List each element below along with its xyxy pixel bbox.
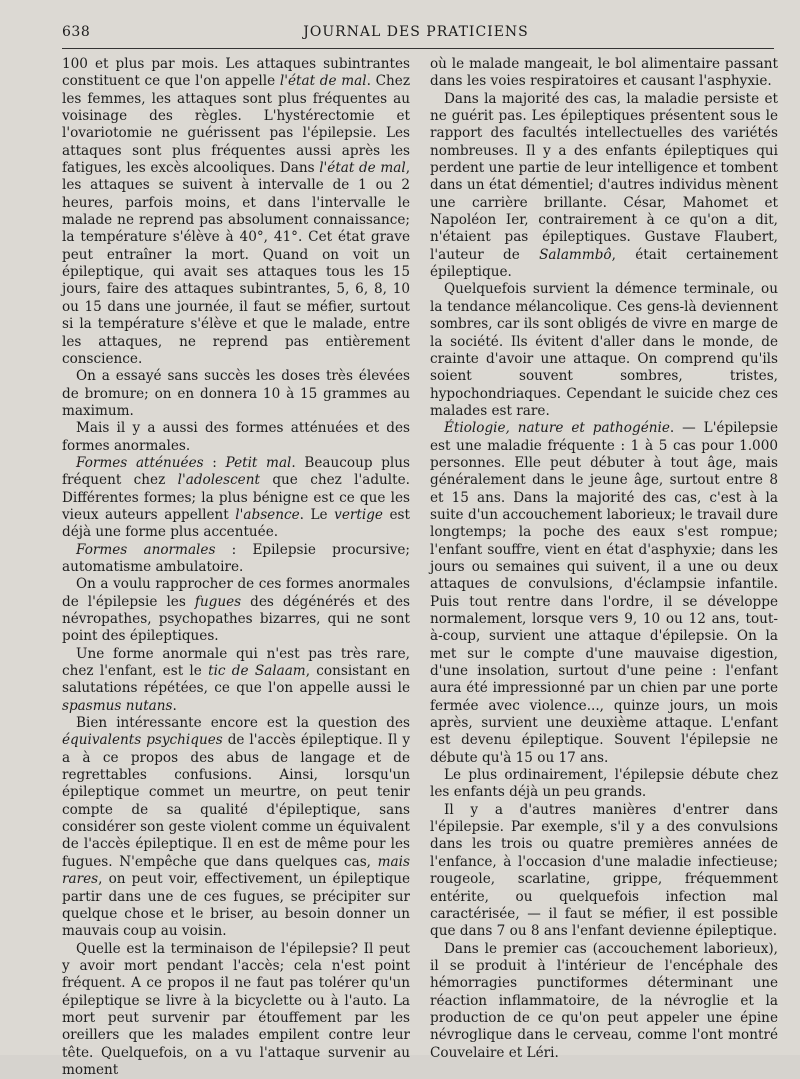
page-header bbox=[62, 18, 770, 44]
text-run: Dans la majorité des cas, la maladie persiste et ne guérit pas. Les épileptiques présentent sous le rapport des facultés intellectuelles des variétés nombreuses. Il y a des enfants épileptiques qui perdent une partie de leur intelligence et tombent dans un état démentiel; d'autres individus mènent une carrière brillante. César, Mahomet et Napoléon Ier, contrairement à ce qu'on a dit, n'étaient pas épileptiques. Gustave Flaubert, l'auteur de bbox=[430, 90, 778, 263]
header-rule bbox=[62, 48, 774, 49]
italic-text: Formes atténuées bbox=[76, 454, 204, 471]
text-run: Dans le premier cas (accouchement laborieux), il se produit à l'intérieur de l'encéphale des hémorragies punctiformes déterminant une réaction inflammatoire, de la névroglie et la production de ce qu'on peut appeler une épine névroglique dans le cerveau, comme l'ont montré Couvelaire et Léri. bbox=[430, 940, 778, 1061]
paragraph bbox=[62, 941, 410, 1079]
text-run: : Epilepsie procursive; automatisme ambulatoire. bbox=[62, 541, 410, 575]
paragraph bbox=[430, 420, 778, 767]
text-run: . Beaucoup plus fréquent chez bbox=[62, 454, 410, 489]
text-run: Quelle est la terminaison de l'épilepsie? Il peut y avoir mort pendant l'accès; cela n'est point fréquent. A ce propos il ne faut pas tolérer qu'un épileptique se livre à la bicyclette ou à l'auto. La mort peut survenir par étouffement par les oreillers que les malades empilent contre leur tête. Quelquefois, on a vu l'attaque survenir au moment bbox=[62, 940, 410, 1078]
italic-text: Petit mal bbox=[225, 454, 292, 471]
paragraph bbox=[62, 455, 410, 542]
right-column bbox=[430, 56, 778, 1061]
text-run: Bien intéressante encore est la question des bbox=[76, 715, 410, 732]
text-run: Mais il y a aussi des formes atténuées et des formes anormales. bbox=[62, 420, 410, 454]
left-column bbox=[62, 56, 411, 1078]
paragraph bbox=[430, 281, 778, 420]
italic-text: fugues bbox=[194, 593, 242, 610]
italic-text: Étiologie, nature et pathogénie bbox=[444, 420, 670, 437]
paragraph bbox=[430, 802, 778, 941]
italic-text: l'absence bbox=[235, 506, 300, 523]
italic-text: tic de Salaam bbox=[208, 663, 306, 680]
italic-text: mais rares bbox=[62, 853, 410, 888]
text-columns bbox=[62, 56, 778, 1078]
text-run: de l'accès épileptique. Il y a à ce propos des abus de langage et de regrettables confusions. Ainsi, lorsqu'un épileptique commet un meurtre, on peut tenir compte de sa qualité d'épileptique, sans considérer son geste violent comme un équivalent de l'accès épileptique. Il en est de même pour les fugues. N'empêche que dans quelques cas, bbox=[62, 732, 410, 870]
paragraph bbox=[62, 368, 410, 420]
italic-text: vertige bbox=[334, 506, 383, 523]
text-run: : bbox=[203, 454, 226, 471]
text-run: On a voulu rapprocher de ces formes anormales de l'épilepsie les bbox=[62, 576, 410, 610]
italic-text: Formes anormales bbox=[76, 541, 216, 558]
text-run: des dégénérés et des névropathes, psychopathes bizarres, qui ne sont point des épileptiques. bbox=[62, 593, 410, 645]
text-run: , consistant en salutations répétées, ce que l'on appelle aussi le bbox=[62, 663, 411, 697]
text-run: Une forme anormale qui n'est pas très rare, chez l'enfant, est le bbox=[62, 645, 410, 680]
italic-text: l'état de mal bbox=[319, 160, 406, 177]
paragraph bbox=[430, 91, 778, 282]
text-run: On a essayé sans succès les doses très élevées de bromure; on en donnera 10 à 15 grammes au maximum. bbox=[62, 368, 410, 419]
italic-text: l'état de mal bbox=[279, 73, 367, 90]
page-number: 638 bbox=[62, 24, 91, 40]
paragraph bbox=[62, 715, 410, 940]
text-run: est déjà une forme plus accentuée. bbox=[62, 506, 410, 541]
text-run: . — L'épilepsie est une maladie fréquente : 1 à 5 cas pour 1.000 personnes. Elle peut débuter à tout âge, mais généralement dans le jeune âge, surtout entre 8 et 15 ans. Dans la majorité des cas, c'est à la suite d'un accouchement laborieux; le travail dure longtemps; la poche des eaux s'est rompue; l'enfant souffre, vient en état d'asphyxie; dans les jours ou semaines qui suivent, il a une ou deux attaques de convulsions, d'éclampsie infantile. Puis tout rentre dans l'ordre, il se développe normalement, lorsque vers 9, 10 ou 12 ans, tout-à-coup, survient une attaque d'épilepsie. On la met sur le compte d'une mauvaise digestion, d'une insolation, surtout d'une peine : l'enfant aura été impressionné par un chien par une porte fermée avec violence..., quinze jours, un mois après, survient une deuxième attaque. L'enfant est devenu épileptique. Souvent l'épilepsie ne débute qu'à 15 ou 17 ans. bbox=[430, 420, 778, 766]
text-run: Le plus ordinairement, l'épilepsie débute chez les enfants déjà un peu grands. bbox=[430, 767, 778, 801]
journal-title: JOURNAL DES PRATICIENS bbox=[303, 24, 529, 40]
italic-text: équivalents psychiques bbox=[62, 732, 223, 749]
italic-text: l'adolescent bbox=[177, 472, 260, 489]
text-run: que chez l'adulte. Différentes formes; la plus bénigne est ce que les vieux auteurs appellent bbox=[62, 472, 410, 523]
paragraph bbox=[62, 420, 410, 455]
text-run: Il y a d'autres manières d'entrer dans l'épilepsie. Par exemple, s'il y a des convulsions dans les trois ou quatre premières années de l'enfance, à l'occasion d'une maladie infectieuse; rougeole, scarlatine, grippe, fréquemment entérite, ou quelquefois infection mal caractérisée, — il faut se méfier, il est possible que dans 7 ou 8 ans l'enfant devienne épileptique. bbox=[430, 801, 778, 940]
paragraph bbox=[62, 56, 410, 368]
italic-text: spasmus nutans bbox=[62, 697, 173, 714]
paragraph bbox=[430, 941, 778, 1062]
paragraph bbox=[430, 56, 778, 91]
text-run: . Chez les femmes, les attaques sont plus fréquentes au voisinage des règles. L'hystérectomie et l'ovariotomie ne guérissent pas l'épilepsie. Les attaques sont plus fréquentes aussi après les fatigues, les excès alcooliques. Dans bbox=[62, 73, 410, 177]
text-run: Quelquefois survient la démence terminale, ou la tendance mélancolique. Ces gens-là deviennent sombres, car ils sont obligés de vivre en marge de la société. Ils évitent d'aller dans le monde, de crainte d'avoir une attaque. On comprend qu'ils soient souvent sombres, tristes, hypochondriaques. Cependant le suicide chez ces malades est rare. bbox=[430, 281, 778, 419]
text-run: , était certainement épileptique. bbox=[430, 246, 778, 281]
italic-text: Salammbô bbox=[539, 246, 612, 263]
text-run: où le malade mangeait, le bol alimentaire passant dans les voies respiratoires et causant l'asphyxie. bbox=[430, 56, 778, 90]
text-run: , on peut voir, effectivement, un épileptique partir dans une de ces fugues, se précipiter sur quelque chose et le briser, au besoin donner un mauvais coup au voisin. bbox=[62, 871, 410, 940]
paragraph bbox=[430, 767, 778, 802]
paragraph bbox=[62, 576, 410, 645]
text-run: . bbox=[172, 697, 177, 714]
text-run: 100 et plus par mois. Les attaques subintrantes constituent ce que l'on appelle bbox=[62, 56, 410, 90]
paragraph bbox=[62, 646, 410, 715]
text-run: . Le bbox=[299, 506, 335, 523]
paragraph bbox=[62, 542, 410, 577]
text-run: , les attaques se suivent à intervalle de 1 ou 2 heures, parfois moins, et dans l'intervalle le malade ne reprend pas absolument connaissance; la température s'élève à 40°, 41°. Cet état grave peut entraîner la mort. Quand on voit un épileptique, qui avait ses attaques tous les 15 jours, faire des attaques subintrantes, 5, 6, 8, 10 ou 15 dans une journée, il faut se méfier, surtout si la température s'élève et que le malade, entre les attaques, ne reprend pas entièrement conscience. bbox=[62, 160, 411, 367]
